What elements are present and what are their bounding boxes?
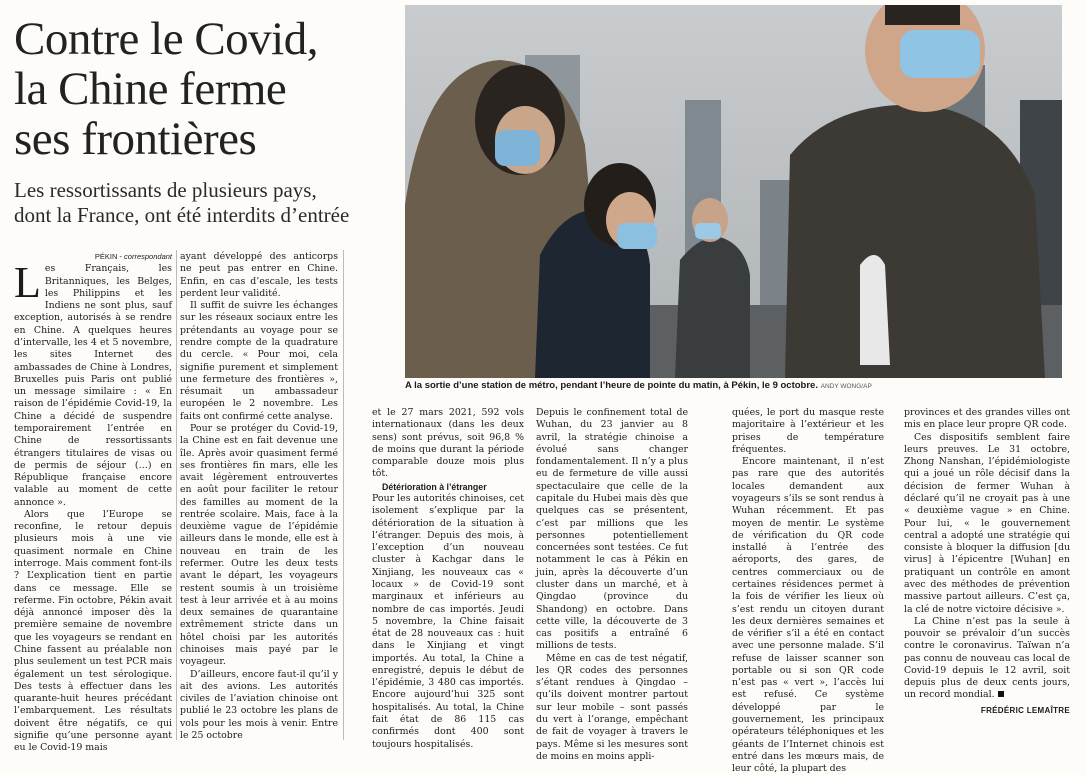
author-signature: FRÉDÉRIC LEMAÎTRE (980, 705, 1070, 715)
headline (14, 14, 399, 164)
photo-credit: ANDY WONG/AP (820, 383, 872, 390)
byline-separator: - (117, 252, 125, 261)
subheadline-line-2: dont la France, ont été interdits d’entrée (14, 203, 350, 227)
photo-illustration (405, 5, 1062, 378)
article-column-6 (904, 407, 1070, 717)
byline-role: correspondant (124, 252, 172, 261)
paragraph (904, 616, 1070, 702)
column-divider (343, 250, 344, 740)
headline-line-1: Contre le Covid, (14, 13, 318, 65)
end-of-article-square-icon (998, 691, 1004, 697)
article-column-3 (372, 407, 524, 751)
subheadline-line-1: Les ressortissants de plusieurs pays, (14, 178, 317, 202)
photo-caption (405, 380, 1075, 393)
caption-text: A la sortie d’une station de métro, pendant l’heure de pointe du matin, à Pékin, le 9 octobre. (405, 380, 818, 391)
article-column-1 (14, 251, 172, 755)
paragraph: D’ailleurs, encore faut-il qu’il y ait des avions. Les autorités civiles de l’aviation chinoise ont publié le 23 octobre les plans de vols pour les mois à venir. Entre le 25 octobre (180, 668, 338, 741)
paragraph-text: La Chine n’est pas la seule à pouvoir se prévaloir d’un succès contre le coronavirus. Taïwan n’a pas connu de nouveau cas local de Covid-19 depuis le 12 avril, soit depuis plus de deux cents jours, un record mondial. (904, 615, 1070, 701)
paragraph: Il suffit de suivre les échanges sur les réseaux sociaux entre les prétendants au voyage pour se rendre compte de la quadrature du cercle. « Pour moi, cela signifie purement et simplement une fermeture des frontières », résumait un ambassadeur européen le 2 novembre. Les faits ont confirmé cette analyse. (180, 300, 338, 422)
paragraph: Depuis le confinement total de Wuhan, du 23 janvier au 8 avril, la stratégie chinoise a évolué sans changer fondamentalement. Il n’y a plus eu de fermeture de ville aussi spectaculaire que celle de la capitale du Hubei mais dès que quelques cas se présentent, c’est par millions que les personnes potentiellement concernées sont testées. Ce fut notamment le cas à Pékin en juin, après la découverte d’un cluster dans un marché, et à Qingdao (province du Shandong) en octobre. Dans cette ville, la découverte de 3 cas positifs a entraîné 6 millions de tests. (536, 407, 688, 652)
paragraph: Encore maintenant, il n’est pas rare que des autorités locales demandent aux voyageurs s’ils se sont rendus à Wuhan récemment. Et pas moyen de mentir. Le système de vérification du QR code installé à l’entrée des aéroports, des gares, de centres commerciaux ou de certaines résidences permet à la fois de vérifier les lieux où s’est rendu un citoyen durant les deux dernières semaines et de vérifier s’il a été en contact avec une personne malade. S’il refuse de laisser scanner son portable ou si son QR code n’est pas « vert », l’accès lui est refusé. Ce système développé par le gouvernement, les principaux opérateurs téléphoniques et les géants de l’Internet chinois est entré dans les mœurs mais, de leur côté, la plupart des (732, 456, 884, 775)
article-column-4 (536, 407, 688, 763)
paragraph: es Français, les Britanniques, les Belges, les Philippins et les Indiens ne sont plus, sauf exception, autorisés à se rendre en Chine. A quelques heures d’intervalle, les 4 et 5 novembre, les sites Internet des ambassades de Chine à Londres, Bruxelles puis Paris ont publié un message similaire : « En raison de l’épidémie Covid-19, la Chine a décidé de suspendre temporairement l’entrée en Chine de ressortissants étrangers titulaires de visas ou de permis de séjour (…) en République française encore valable au moment de cette annonce ». (14, 263, 172, 508)
paragraph: Pour les autorités chinoises, cet isolement s’explique par la détérioration de la situation à l’étranger. Depuis des mois, à l’exception d’un nouveau cluster à Kachgar dans le Xinjiang, les nouveaux cas « locaux » de Covid-19 sont marginaux et inférieurs au nombre de cas importés. Jeudi 5 novembre, la Chine faisait état de 28 nouveaux cas : huit dans le Xinjiang et vingt importés. Au total, la Chine a enregistré, depuis le début de l’épidémie, 3 480 cas importés. Encore aujourd’hui 325 sont hospitalisés. Au total, la Chine fait état de 86 115 cas confirmés dont 400 sont toujours hospitalisés. (372, 492, 524, 750)
drop-cap: L (14, 258, 41, 308)
subheadline (14, 178, 404, 228)
paragraph: Pour se protéger du Covid-19, la Chine est en fait devenue une île. Après avoir quasiment fermé ses frontières fin mars, elle les avait légèrement entrouvertes en août pour faciliter le retour des familles au moment de la rentrée scolaire. Mais, face à la deuxième vague de l’épidémie ailleurs dans le monde, elle est à nouveau en train de les refermer. Outre les deux tests avant le départ, les voyageurs restent soumis à un troisième test à leur arrivée et à au moins deux semaines de quarantaine extrêmement stricte dans un hôtel choisi par les autorités chinoises mais payé par le voyageur. (180, 422, 338, 668)
paragraph: provinces et des grandes villes ont mis en place leur propre QR code. (904, 407, 1070, 431)
paragraph: et le 27 mars 2021, 592 vols internationaux (dans les deux sens) sont prévus, soit 96,8 % de moins que durant la période comparable douze mois plus tôt. (372, 407, 524, 480)
paragraph: Ces dispositifs semblent faire leurs preuves. Le 31 octobre, Zhong Nanshan, l’épidémiologiste qui a joué un rôle décisif dans la décision de fermer Wuhan à déclaré qu’il ne croyait pas à une « deuxième vague » en Chine. Pour lui, « le gouvernement central a adopté une stratégie qui consiste à bloquer la diffusion [du virus] à l’épicentre [Wuhan] en pratiquant un contrôle en amont avec des méthodes de prévention massive partout ailleurs. C’est ça, la clé de notre victoire décisive ». (904, 431, 1070, 615)
paragraph: Même en cas de test négatif, les QR codes des personnes s’étant rendues à Qingdao – qu’ils doivent montrer partout sur leur mobile – sont passés du vert à l’orange, empêchant de fait de voyager à travers le pays. Même si les mesures sont de moins en moins appli- (536, 652, 688, 762)
headline-line-3: ses frontières (14, 113, 257, 165)
paragraph: quées, le port du masque reste majoritaire à l’extérieur et les prises de température fréquentes. (732, 407, 884, 455)
paragraph: ayant développé des anticorps ne peut pas entrer en Chine. Enfin, en cas d’escale, les tests perdent leur validité. (180, 251, 338, 299)
section-heading: Détérioration à l’étranger (382, 481, 487, 492)
article-column-5 (732, 407, 884, 775)
paragraph: Alors que l’Europe se reconfine, le retour depuis plusieurs mois à une vie quasiment normale en Chine interroge. Mais comment font-ils ? L’explication tient en partie dans ce message. Elle se referme. Fin octobre, Pékin avait déjà annoncé imposer dès la première semaine de novembre que les voyageurs se rendant en Chine fassent au préalable non plus seulement un test PCR mais également un test sérologique. Des tests à effectuer dans les quarante-huit heures précédant l’embarquement. Les résultats doivent être négatifs, ce qui signifie qu’une personne ayant eu le Covid-19 mais (14, 508, 172, 754)
byline-place: PÉKIN (94, 252, 118, 261)
news-photo (405, 5, 1062, 378)
article-column-2 (180, 251, 338, 742)
column-divider (176, 250, 177, 740)
headline-line-2: la Chine ferme (14, 63, 287, 115)
lead-paragraph (14, 258, 172, 509)
